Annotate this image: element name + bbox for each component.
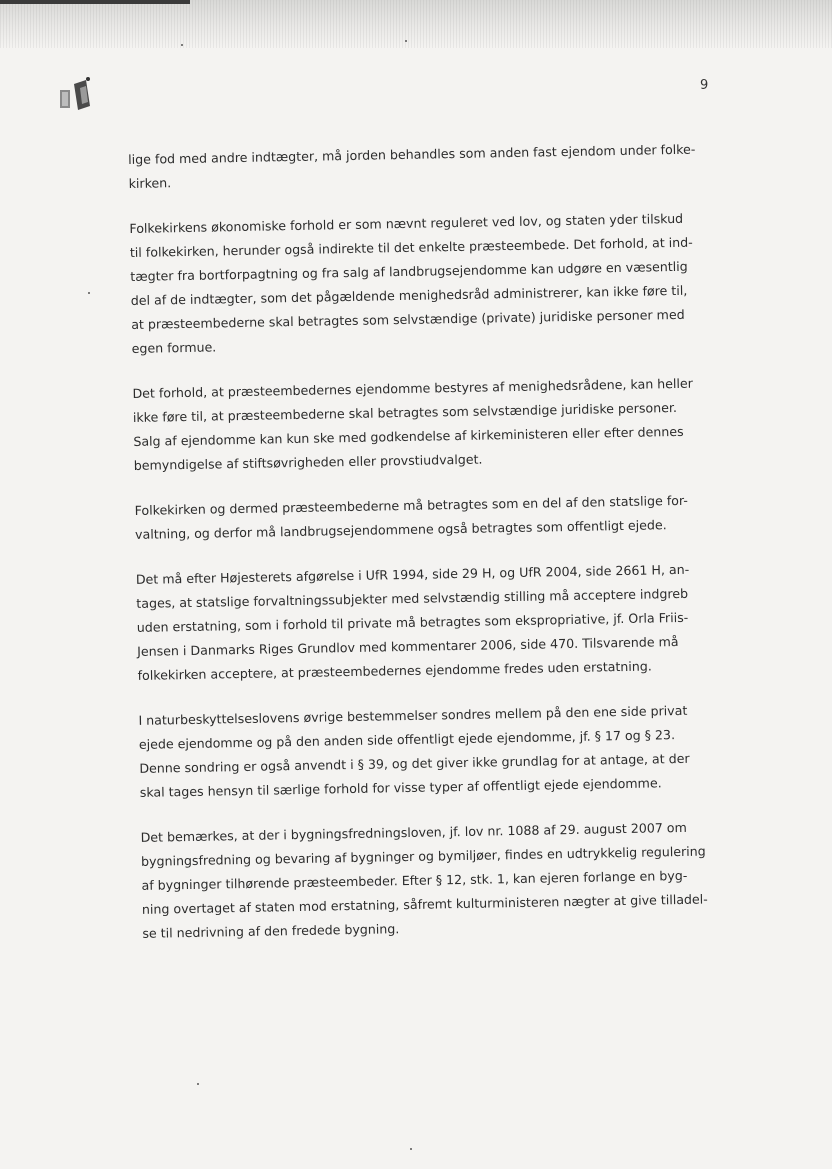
paragraph-6 (138, 698, 740, 805)
scanner-edge-line (0, 0, 190, 4)
scan-speck (181, 44, 183, 46)
scanner-top-strip (0, 0, 832, 48)
text-line: se til nedrivning af den fredede bygning. (142, 921, 400, 941)
text-line: ejede ejendomme og på den anden side offentligt ejede ejendomme, jf. § 17 og § 23. (138, 727, 676, 752)
text-line: ikke føre til, at præsteembederne skal betragtes som selvstændige juridiske personer. (132, 399, 678, 425)
text-line: Jensen i Danmarks Riges Grundlov med kommentarer 2006, side 470. Tilsvarende må (137, 633, 679, 659)
text-line: kirken. (128, 175, 172, 191)
text-line: del af de indtægter, som det pågældende menighedsråd administrerer, kan ikke føre til, (130, 282, 688, 308)
scan-speck (197, 1083, 199, 1085)
text-line: valtning, og derfor må landbrugsejendommene også betragtes som offentligt ejede. (134, 517, 667, 542)
text-line: Folkekirken og dermed præsteembederne må betragtes som en del af den statslige for- (134, 492, 688, 518)
paragraph-2 (129, 206, 732, 361)
paragraph-3 (132, 371, 734, 478)
text-line: til folkekirken, herunder også indirekte til det enkelte præsteembede. Det forhold, at ind- (129, 234, 693, 260)
text-line: bemyndigelse af stiftsøvrigheden eller provstiudvalget. (133, 451, 483, 473)
text-line: Denne sondring er også anvendt i § 39, og det giver ikke grundlag for at antage, at der (139, 750, 690, 776)
text-line: Salg af ejendomme kan kun ske med godkendelse af kirkeministeren eller efter dennes (133, 423, 684, 449)
text-line: folkekirken acceptere, at præsteembedernes ejendomme fredes uden erstatning. (137, 658, 652, 683)
text-line: tægter fra bortforpagtning og fra salg af landbrugsejendomme kan udgøre en væsentlig (130, 258, 688, 284)
scan-speck (410, 1148, 412, 1150)
text-line: egen formue. (131, 339, 217, 356)
paragraph-1 (128, 137, 729, 196)
text-line: lige fod med andre indtægter, må jorden behandles som anden fast ejendom under folke- (128, 141, 696, 167)
text-line: uden erstatning, som i forhold til private må betragtes som ekspropriative, jf. Orla Friis- (136, 609, 689, 635)
text-line: at præsteembederne skal betragtes som selvstændige (private) juridiske personer med (131, 306, 685, 332)
text-line: skal tages hensyn til særlige forhold for visse typer af offentligt ejede ejendomme. (139, 775, 662, 800)
text-line: I naturbeskyttelseslovens øvrige bestemmelser sondres mellem på den ene side privat (138, 702, 688, 728)
paragraph-7 (140, 815, 742, 946)
document-body (128, 137, 743, 967)
text-line: Det må efter Højesterets afgørelse i UfR 1994, side 29 H, og UfR 2004, side 2661 H, an- (135, 561, 690, 587)
paragraph-5 (136, 557, 738, 688)
scan-speck (405, 40, 407, 42)
text-line: Folkekirkens økonomiske forhold er som nævnt reguleret ved lov, og staten yder tilskud (129, 210, 684, 236)
scan-speck (88, 292, 90, 294)
text-line: ning overtaget af staten mod erstatning, såfremt kulturministeren nægter at give tilladel- (141, 891, 708, 917)
text-line: af bygninger tilhørende præsteembeder. Efter § 12, stk. 1, kan ejeren forlange en byg- (141, 867, 688, 893)
text-line: tages, at statslige forvaltningssubjekter med selvstændig stilling må acceptere indgreb (136, 585, 689, 611)
paragraph-4 (134, 488, 735, 547)
text-line: Det bemærkes, at der i bygningsfredningsloven, jf. lov nr. 1088 af 29. august 2007 om (140, 819, 687, 845)
letterhead-logo (56, 76, 102, 116)
text-line: Det forhold, at præsteembedernes ejendomme bestyres af menighedsrådene, kan heller (132, 375, 694, 401)
page-number: 9 (700, 78, 709, 93)
text-line: bygningsfredning og bevaring af bygninger og bymiljøer, findes en udtrykkelig regulering (140, 843, 706, 869)
